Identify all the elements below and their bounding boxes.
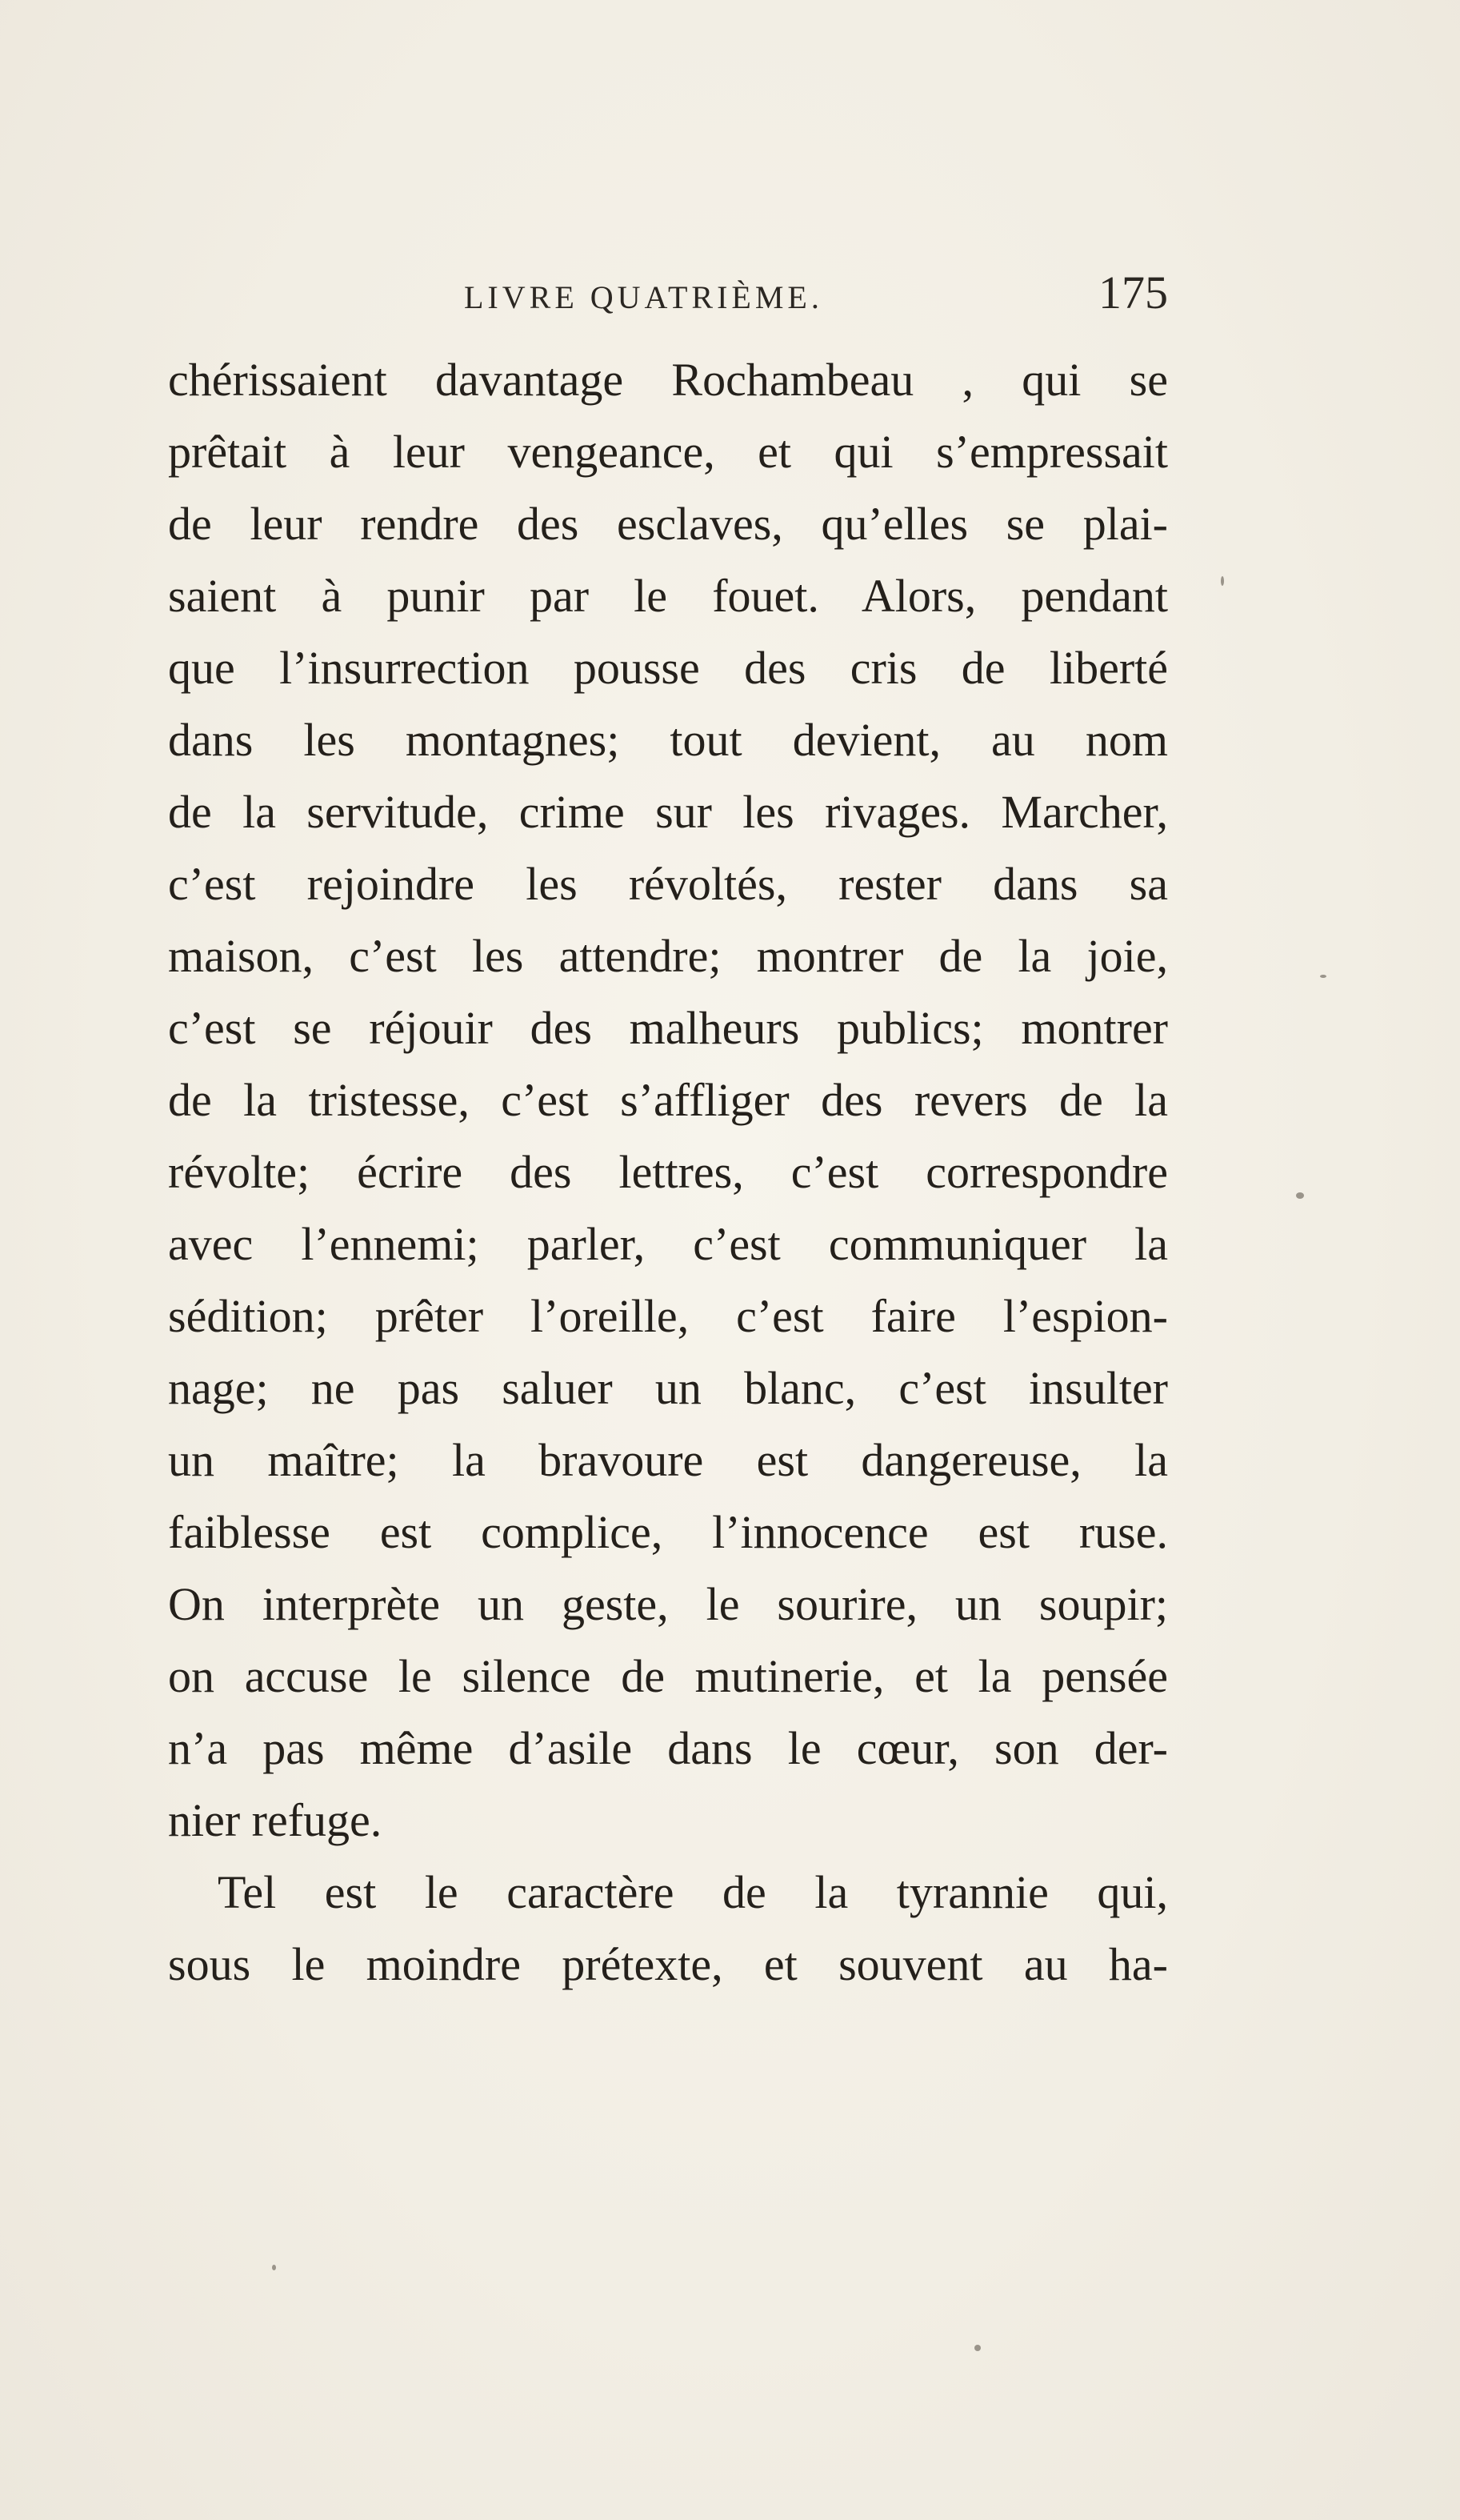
paper-speck <box>1221 576 1224 586</box>
text-line: c’est se réjouir des malheurs publics; montrer <box>168 1002 1168 1054</box>
body-text <box>168 344 1168 2001</box>
text-line: nier refuge. <box>168 1794 382 1846</box>
text-line: nage; ne pas saluer un blanc, c’est insulter <box>168 1362 1168 1414</box>
paper-speck <box>1296 1192 1304 1199</box>
text-line: de la tristesse, c’est s’affliger des revers de la <box>168 1074 1168 1126</box>
text-line: on accuse le silence de mutinerie, et la pensée <box>168 1650 1168 1702</box>
page-number: 175 <box>1098 266 1168 319</box>
text-line: c’est rejoindre les révoltés, rester dans sa <box>168 858 1168 910</box>
text-line: prêtait à leur vengeance, et qui s’empressait <box>168 426 1168 478</box>
paper-speck <box>1320 975 1326 978</box>
text-line: faiblesse est complice, l’innocence est ruse. <box>168 1506 1168 1558</box>
text-line: de la servitude, crime sur les rivages. Marcher, <box>168 786 1168 838</box>
paper-speck <box>974 2345 981 2351</box>
text-line: saient à punir par le fouet. Alors, pendant <box>168 570 1168 622</box>
text-line: dans les montagnes; tout devient, au nom <box>168 714 1168 766</box>
running-head: LIVRE QUATRIÈME. <box>464 279 823 315</box>
text-line: sous le moindre prétexte, et souvent au ha- <box>168 1938 1168 1990</box>
paper-speck <box>272 2265 276 2270</box>
page-header <box>168 266 1168 344</box>
text-line: maison, c’est les attendre; montrer de la joie, <box>168 930 1168 982</box>
text-line: Tel est le caractère de la tyrannie qui, <box>218 1866 1168 1918</box>
text-line: On interprète un geste, le sourire, un soupir; <box>168 1578 1168 1630</box>
text-line: un maître; la bravoure est dangereuse, la <box>168 1434 1168 1486</box>
text-line: sédition; prêter l’oreille, c’est faire l’espion- <box>168 1290 1168 1342</box>
text-line: chérissaient davantage Rochambeau , qui se <box>168 354 1168 406</box>
text-line: de leur rendre des esclaves, qu’elles se plai- <box>168 498 1168 550</box>
text-line: n’a pas même d’asile dans le cœur, son der- <box>168 1722 1168 1774</box>
text-line: que l’insurrection pousse des cris de liberté <box>168 642 1168 694</box>
text-line: révolte; écrire des lettres, c’est correspondre <box>168 1146 1168 1198</box>
text-line: avec l’ennemi; parler, c’est communiquer la <box>168 1218 1168 1270</box>
